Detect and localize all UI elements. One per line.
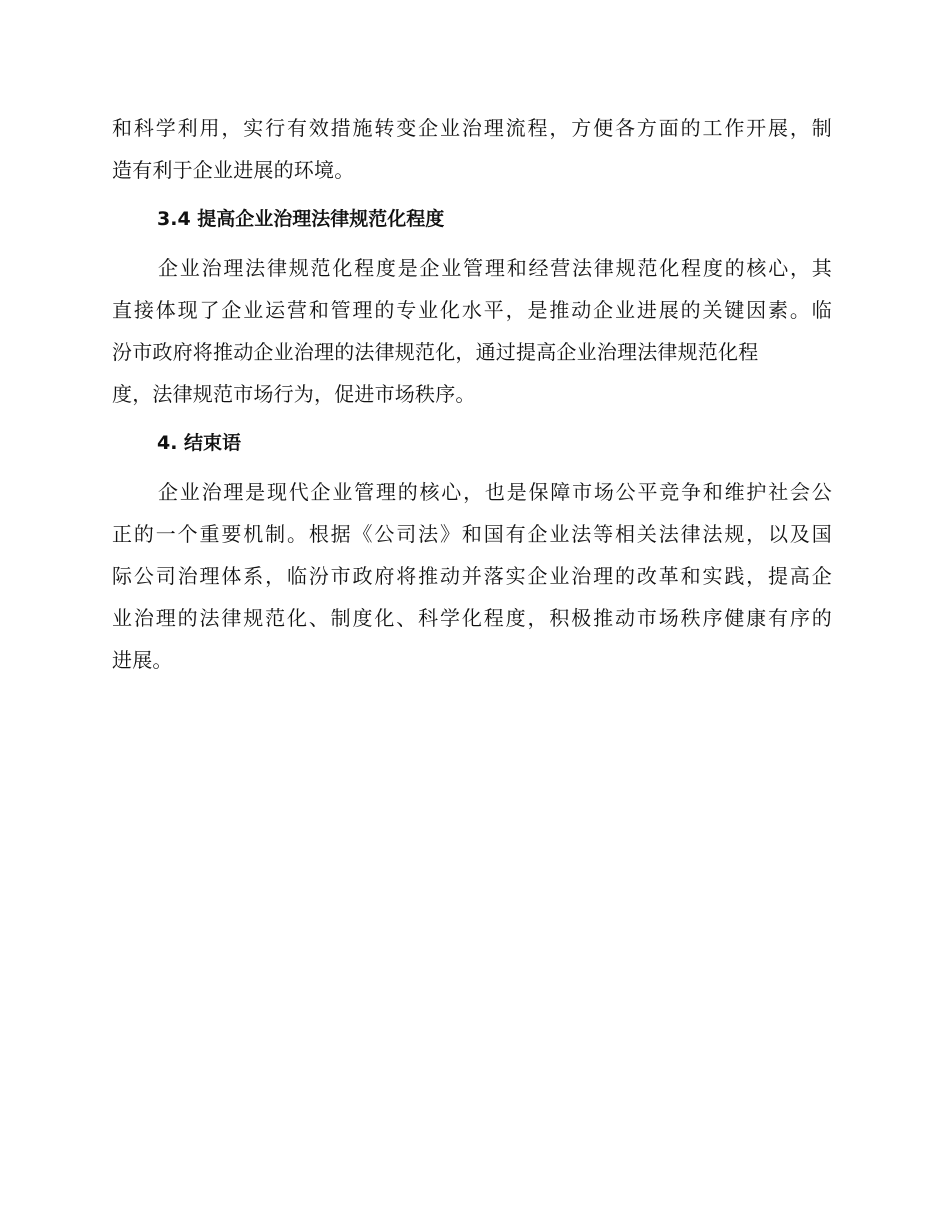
continuation-paragraph <box>112 107 832 191</box>
paragraph-line: 和科学利用，实行有效措施转变企业治理流程，方便各方面的工作开展，制 <box>112 116 832 140</box>
section-3-4-paragraph <box>112 247 832 415</box>
paragraph-line: 企业治理是现代企业管理的核心，也是保障市场公平竞争和维护社会公 <box>158 480 832 504</box>
document-body <box>112 107 832 681</box>
paragraph-line: 造有利于企业进展的环境。 <box>112 158 355 182</box>
section-heading-4: 4. 结束语 <box>157 432 242 454</box>
paragraph-line: 正的一个重要机制。根据《公司法》和国有企业法等相关法律法规，以及国 <box>112 522 832 546</box>
paragraph-line: 业治理的法律规范化、制度化、科学化程度，积极推动市场秩序健康有序的 <box>112 606 832 630</box>
paragraph-line: 企业治理法律规范化程度是企业管理和经营法律规范化程度的核心，其 <box>158 256 832 280</box>
section-4-paragraph <box>112 471 832 681</box>
section-heading-3-4: 3.4 提高企业治理法律规范化程度 <box>157 208 445 230</box>
paragraph-line: 直接体现了企业运营和管理的专业化水平，是推动企业进展的关键因素。临 <box>112 298 832 322</box>
paragraph-line: 进展。 <box>112 648 173 672</box>
paragraph-line: 汾市政府将推动企业治理的法律规范化，通过提高企业治理法律规范化程 <box>112 340 759 364</box>
paragraph-line: 度，法律规范市场行为，促进市场秩序。 <box>112 382 476 406</box>
paragraph-line: 际公司治理体系，临汾市政府将推动并落实企业治理的改革和实践，提高企 <box>112 564 832 588</box>
